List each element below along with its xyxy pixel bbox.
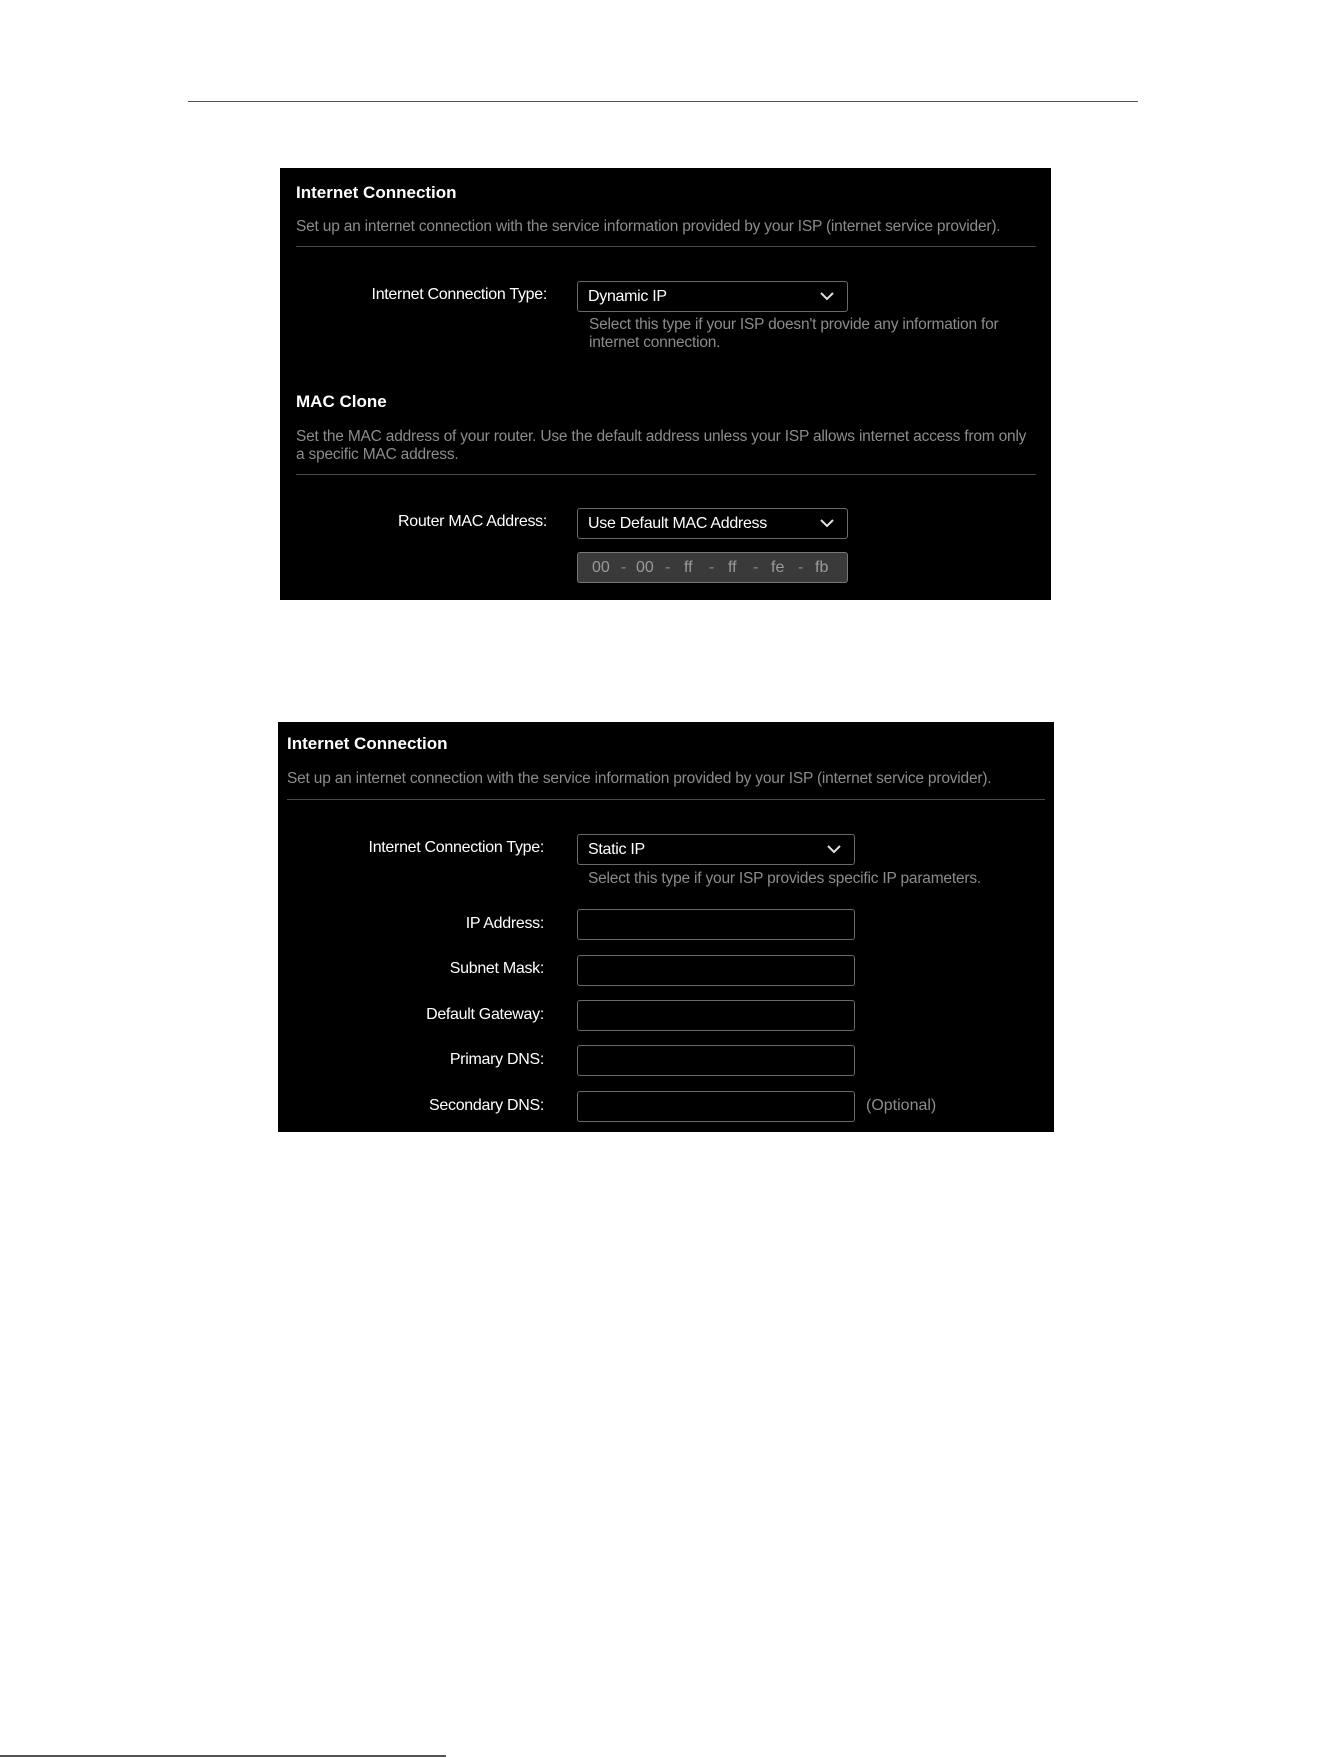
router-mac-label: Router MAC Address: (397, 513, 547, 530)
connection-type-value: Static IP (588, 841, 645, 858)
default-gateway-label: Default Gateway: (426, 1006, 544, 1023)
mac-separator: - (798, 559, 804, 576)
mac-octet-6: fb (815, 559, 829, 576)
mac-octet-4: ff (728, 559, 737, 576)
chevron-down-icon (826, 844, 842, 854)
connection-type-label: Internet Connection Type: (371, 286, 547, 303)
default-gateway-input[interactable] (577, 1000, 855, 1031)
mac-separator: - (709, 559, 715, 576)
mac-clone-description: Set the MAC address of your router. Use the default address unless your ISP allows internet access from only a specific MAC address. (296, 428, 1027, 463)
mac-separator: - (753, 559, 759, 576)
connection-type-label: Internet Connection Type: (368, 839, 544, 856)
connection-type-hint: Select this type if your ISP provides specific IP parameters. (588, 870, 981, 887)
internet-connection-title: Internet Connection (287, 734, 448, 753)
connection-type-value: Dynamic IP (588, 288, 667, 305)
subnet-mask-input[interactable] (577, 955, 855, 986)
ip-address-label: IP Address: (465, 915, 544, 932)
section-divider (296, 474, 1036, 475)
section-divider (287, 799, 1045, 800)
chevron-down-icon (819, 518, 835, 528)
static-ip-panel (278, 722, 1054, 1132)
dynamic-ip-panel (280, 168, 1051, 600)
internet-connection-title: Internet Connection (296, 183, 457, 202)
mac-clone-title: MAC Clone (296, 392, 387, 411)
mac-octet-2: 00 (636, 559, 654, 576)
router-mac-value: Use Default MAC Address (588, 515, 767, 532)
mac-octet-5: fe (771, 559, 785, 576)
mac-separator: - (621, 559, 627, 576)
internet-connection-description: Set up an internet connection with the service information provided by your ISP (internet service provider). (287, 770, 992, 787)
primary-dns-input[interactable] (577, 1045, 855, 1076)
section-divider (296, 246, 1036, 247)
internet-connection-description: Set up an internet connection with the service information provided by your ISP (internet service provider). (296, 218, 1001, 235)
secondary-dns-optional-note: (Optional) (866, 1097, 937, 1114)
mac-separator: - (665, 559, 671, 576)
chevron-down-icon (819, 291, 835, 301)
page-footer-rule (0, 1755, 446, 1757)
router-mac-select[interactable] (577, 508, 848, 539)
subnet-mask-label: Subnet Mask: (449, 960, 544, 977)
mac-address-field (577, 552, 848, 583)
mac-octet-1: 00 (592, 559, 610, 576)
connection-type-hint: Select this type if your ISP doesn't provide any information for internet connection. (589, 316, 999, 351)
connection-type-select[interactable] (577, 834, 855, 865)
page-header-rule (188, 101, 1138, 102)
connection-type-select[interactable] (577, 281, 848, 312)
secondary-dns-label: Secondary DNS: (429, 1097, 544, 1114)
primary-dns-label: Primary DNS: (449, 1051, 544, 1068)
mac-octet-3: ff (684, 559, 693, 576)
secondary-dns-input[interactable] (577, 1091, 855, 1122)
ip-address-input[interactable] (577, 909, 855, 940)
